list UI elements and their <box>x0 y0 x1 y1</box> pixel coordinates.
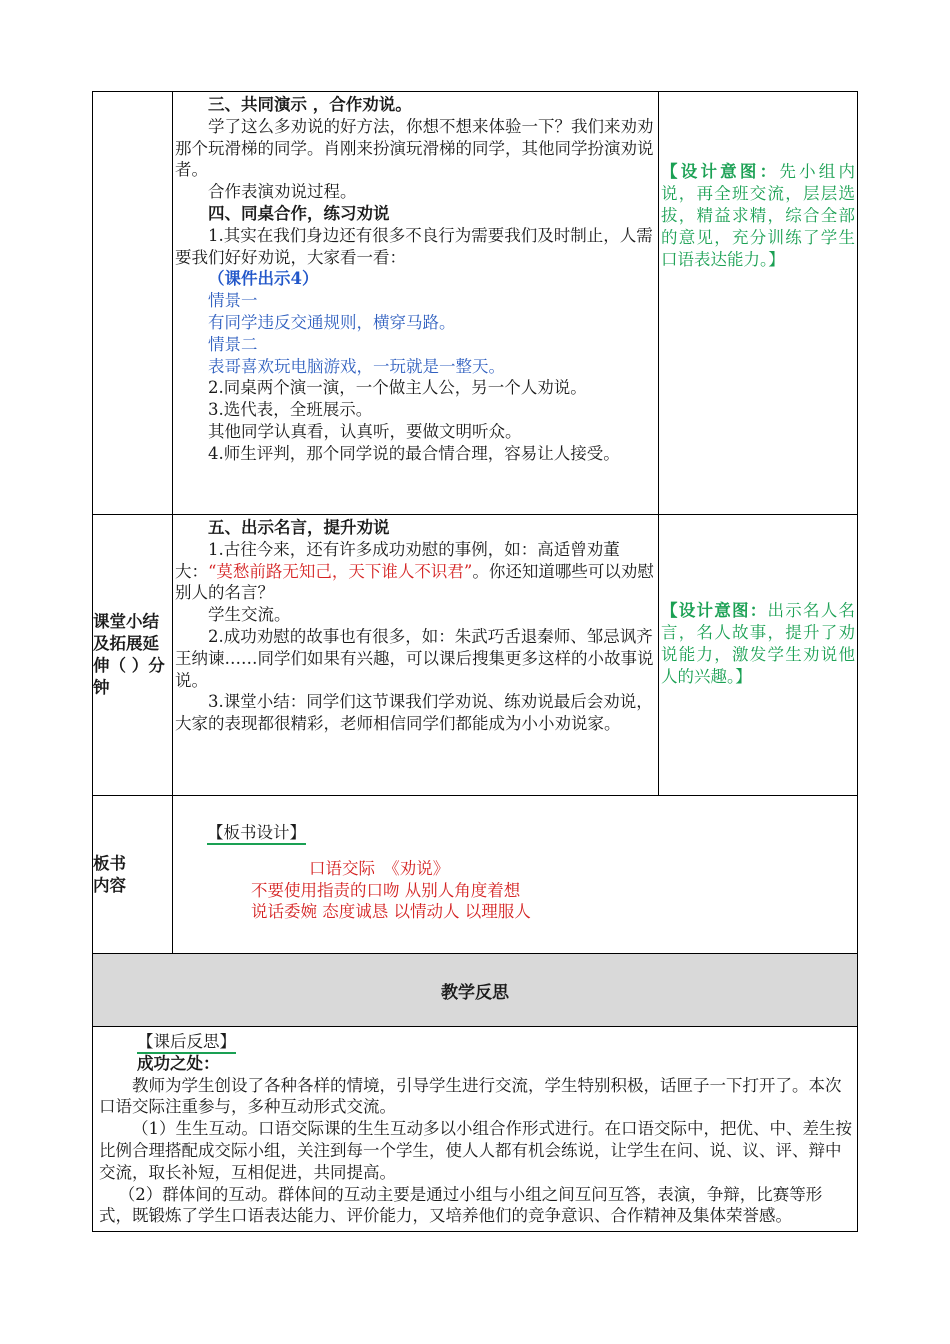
board-design-title <box>207 822 857 844</box>
scene-2-text: 表哥喜欢玩电脑游戏，一玩就是一整天。 <box>208 356 505 376</box>
success-heading: 成功之处： <box>137 1053 220 1073</box>
section-heading-5: 五、出示名言，提升劝说 <box>208 518 390 537</box>
lesson-plan-table <box>92 91 858 1232</box>
board-line-3: 说话委婉 态度诚恳 以情动人 以理服人 <box>251 902 531 922</box>
paragraph: 学了这么多劝说的好方法，你想不想来体验一下？我们来劝劝那个玩滑梯的同学。肖刚来扮演玩滑梯的同学，其他同学扮演劝说者。 <box>175 116 654 180</box>
table-row <box>93 92 858 515</box>
design-intent-text: 出示名人名言，名人故事，提升了劝说能力，激发学生劝说他人的兴趣。】 <box>661 600 855 686</box>
courseware-note: （课件出示4） <box>208 269 319 289</box>
famous-quote: “莫愁前路无知己，天下谁人不识君” <box>208 561 473 581</box>
table-row <box>93 796 858 954</box>
section-heading-4: 四、同桌合作，练习劝说 <box>208 203 390 223</box>
paragraph: （1）生生互动。口语交际课的生生互动多以小组合作形式进行。在口语交际中，把优、中、差生按比例合理搭配成交际小组，关注到每一个学生，使人人都有机会练说，让学生在问、说、议、评、辩中交流，取长补短，互相促进，共同提高。 <box>99 1119 852 1182</box>
row-label-board: 板书 <box>93 853 126 873</box>
design-intent-label: 【设计意图： <box>661 600 768 620</box>
paragraph: 其他同学认真看，认真听，要做文明听众。 <box>208 421 522 441</box>
paragraph <box>175 539 656 604</box>
design-intent-label: 【设计意图： <box>661 161 780 181</box>
scene-2-title: 情景二 <box>208 334 258 354</box>
row2-label-cell <box>93 515 173 796</box>
design-intent-2 <box>659 600 857 688</box>
paragraph: 学生交流。 <box>208 605 291 625</box>
section-heading-3: 三、共同演示 ，合作劝说。 <box>208 95 412 114</box>
board-line-1: 口语交际 《劝说》 <box>309 858 450 878</box>
design-intent-1 <box>659 161 857 271</box>
paragraph: 合作表演劝说过程。 <box>208 182 357 202</box>
scene-1-text: 有同学违反交通规则，横穿马路。 <box>208 312 456 332</box>
paragraph: 教师为学生创设了各种各样的情境，引导学生进行交流，学生特别积极，话匣子一下打开了。本次口语交际注重参与，多种互动形式交流。 <box>99 1075 842 1117</box>
row-label-content: 内容 <box>93 875 126 895</box>
board-line-2: 不要使用指责的口吻 从别人角度着想 <box>251 880 521 900</box>
board-design-title-text: 【板书设计】 <box>207 823 306 845</box>
reflection-title: 教学反思 <box>441 982 509 1003</box>
reflection-subtitle <box>99 1031 855 1053</box>
paragraph-text: 。你还知道哪些可以劝慰别人的名言？ <box>175 561 654 603</box>
table-row <box>93 515 858 796</box>
row3-label-cell <box>93 796 173 954</box>
lesson-plan-sheet <box>92 91 857 1232</box>
paragraph: 3.课堂小结：同学们这节课我们学劝说、练劝说最后会劝说，大家的表现都很精彩，老师相信同学们都能成为小小劝说家。 <box>175 692 653 734</box>
paragraph: 2.成功劝慰的故事也有很多，如：朱武巧舌退秦师、邹忌讽齐王纳谏……同学们如果有兴趣，可以课后搜集更多这样的小故事说说。 <box>175 626 654 690</box>
reflection-subtitle-text: 【课后反思】 <box>137 1032 236 1054</box>
scene-1-title: 情景一 <box>208 291 258 311</box>
paragraph: 3.选代表，全班展示。 <box>208 400 373 420</box>
paragraph-text: 1.古往今来，还有许多成功劝慰的事例，如：高适曾劝董大： <box>175 539 620 581</box>
paragraph: 4.师生评判，那个同学说的最合情合理，容易让人接受。 <box>208 443 620 463</box>
board-design-cell <box>173 796 858 954</box>
row-label-summary: 课堂小结及拓展延伸（ ）分钟 <box>93 612 165 697</box>
row2-content-cell <box>173 515 659 796</box>
reflection-body-cell <box>93 1027 858 1232</box>
row1-content-cell <box>173 92 659 515</box>
paragraph: 1.其实在我们身边还有很多不良行为需要我们及时制止，人需要我们好好劝说，大家看一看： <box>175 225 653 267</box>
design-intent-text: 先小组内说，再全班交流，层层选拔，精益求精，综合全部的意见，充分训练了学生口语表达能力。】 <box>661 161 856 269</box>
paragraph: （2）群体间的互动。群体间的互动主要是通过小组与小组之间互问互答，表演，争辩，比赛等形式，既锻炼了学生口语表达能力、评价能力，又培养他们的竞争意识、合作精神及集体荣誉感。 <box>99 1184 823 1226</box>
row1-label-cell <box>93 92 173 515</box>
table-row <box>93 954 858 1027</box>
row2-intent-cell <box>659 515 858 796</box>
row1-intent-cell <box>659 92 858 515</box>
paragraph: 2.同桌两个演一演，一个做主人公，另一个人劝说。 <box>208 378 587 398</box>
reflection-header-cell <box>93 954 858 1027</box>
table-row <box>93 1027 858 1232</box>
